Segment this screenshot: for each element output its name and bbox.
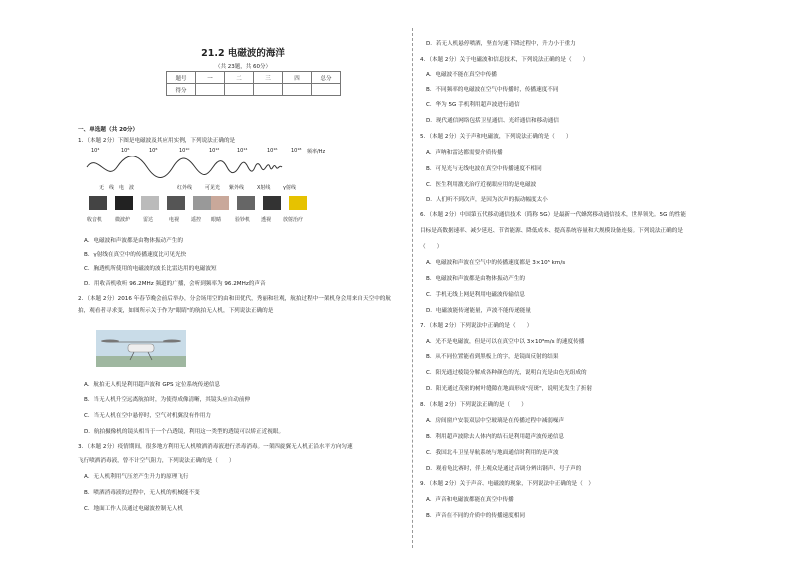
microwave-icon <box>115 196 133 210</box>
column-divider <box>412 28 413 548</box>
question-text: 9．（本题 2分）关于声音、电磁波的现象，下列说法中正确的是（ ） <box>420 481 594 487</box>
page-title: 21.2 电磁波的海洋 <box>201 48 285 59</box>
question-text: 6．（本题 2分）中国第五代移动通信技术（简称 5G）是最新一代蜂窝移动通信技术，世界领先。5G 的性能 <box>420 212 686 218</box>
option-text: D．现代通信网络包括卫星通信、光纤通信和移动通信 <box>426 118 559 124</box>
freq-exponent: 10⁸ <box>149 148 158 154</box>
option-text: A．电磁波不能在真空中传播 <box>426 72 497 78</box>
option-text: A．电磁波和声波在空气中的传播速度都是 3×10⁵ km/s <box>426 260 566 266</box>
option-text: B．声音在不同的介质中的传播速度相同 <box>426 513 525 519</box>
question-text: 4．（本题 2分）关于电磁波和信息技术，下列说法正确的是（ ） <box>420 57 589 63</box>
question-text: 2．（本题 2分）2016 年春节晚会前后举办，分会场用空的由和田优代，秀丽和壮观，航拍过程中一架机身会用来自天空中的航 <box>78 296 391 302</box>
freq-exponent: 10⁶ <box>121 148 130 154</box>
question-text: 8．（本题 2分）下列说法正确的是（ ） <box>420 402 527 408</box>
app-label: 雷达 <box>143 217 154 223</box>
question-text: 7．（本题 2分）下列说法中正确的是（ ） <box>420 323 533 329</box>
score-cell <box>254 84 283 96</box>
app-label: 微波炉 <box>115 217 131 223</box>
option-text: D．若无人机悬停喷洒，坚直匀速下降过程中，升力小于重力 <box>426 41 576 47</box>
score-cell <box>196 84 225 96</box>
option-text: D．人们听不到次声，是因为次声的振动幅度太小 <box>426 197 548 203</box>
band-label: 紫外线 <box>229 185 245 191</box>
option-text: B．γ射线在真空中的传播速度比可见光快 <box>84 252 187 258</box>
band-label: 可见光 <box>205 185 221 191</box>
score-cell <box>283 84 312 96</box>
score-cell: 三 <box>254 72 283 84</box>
option-text: B．从不同位置能看到黑板上的字，是镜面反射的结果 <box>426 354 559 360</box>
option-text: C．我国北斗卫星导航系统与地面通信时利用的是声波 <box>426 450 559 456</box>
wave-icon <box>85 156 305 178</box>
option-text: A．声呐和雷达都需要介质传播 <box>426 150 503 156</box>
score-cell <box>225 84 254 96</box>
question-text: 飞行喷洒消毒液，曾不计空气阻力，下列说法正确的是（ ） <box>78 458 235 464</box>
app-label: 遥控 <box>191 217 202 223</box>
page-subtitle: （共 23题，共 60分） <box>215 64 271 70</box>
band-label: X射线 <box>257 185 271 191</box>
option-text: C．地面工作人员通过电磁波控制无人机 <box>84 506 184 512</box>
eye-icon <box>211 196 229 210</box>
score-cell: 题号 <box>167 72 196 84</box>
option-text: A．光不是电磁波，但是可以在真空中以 3×10⁸m/s 的速度传播 <box>426 339 585 345</box>
option-text: D．航拍摄像机的镜头相当于一个凸透镜，利用这一类型的透镜可以矫正近视眼。 <box>84 429 285 435</box>
option-text: C．华为 5G 手机利用超声波进行通信 <box>426 102 520 108</box>
score-table-row <box>167 72 341 84</box>
band-label: 红外线 <box>177 185 193 191</box>
option-text: C．胸透机所使用的电磁波的波长比雷达用的电磁波短 <box>84 266 217 272</box>
question-text: 目标是高数据速率、减少延迟、节省能源、降低成本、提高系统容量和大规模设备连接。下列说法正确的是 <box>420 228 683 234</box>
option-text: D．观看龟比赛时，伴上观众是通过音调分辨出钢声、号子声的 <box>426 466 582 472</box>
band-label: 无 线 电 波 <box>99 185 135 191</box>
app-label: 验钞机 <box>235 217 251 223</box>
question-text: （ ） <box>420 244 443 250</box>
option-text: D．阳光通过茂密的树叶缝隙在地面形成"亮斑"，说明光发生了折射 <box>426 386 593 392</box>
question-text: 1．（本题 2分）下图是电磁波及其应用实例，下列说法正确的是 <box>78 138 236 144</box>
option-text: A．电磁波和声波都是由物体振动产生的 <box>84 238 183 244</box>
app-label: 电视 <box>169 217 180 223</box>
remote-icon <box>193 196 211 210</box>
freq-exponent: 10¹⁴ <box>237 148 248 154</box>
option-text: C．阳光通过棱镜分解成各种颜色的光，说明白光是由色光组成的 <box>426 370 587 376</box>
app-label: 透视 <box>261 217 272 223</box>
section-heading: 一、单选题（共 20分） <box>78 127 139 133</box>
option-text: B．可见光与无线电波在真空中传播速度不相同 <box>426 166 542 172</box>
radiation-icon <box>289 196 307 210</box>
right-column <box>420 0 794 562</box>
score-table <box>166 71 341 96</box>
score-cell: 总分 <box>312 72 341 84</box>
option-text: C．手机无线上网是利用电磁波传输信息 <box>426 292 526 298</box>
band-label: γ射线 <box>283 185 296 191</box>
app-label: 收音机 <box>87 217 103 223</box>
spectrum-figure <box>85 148 335 238</box>
score-cell: 得分 <box>167 84 196 96</box>
score-cell <box>312 84 341 96</box>
question-text: 3．（本题 2分）疫情期间，很多地方利用无人机喷洒消毒液进行杀毒消毒。一架四旋翼无人机正沿水平方向匀速 <box>78 444 353 450</box>
option-text: B．当无人机升空远离航拍时，为使得成像清晰，其镜头应自动前伸 <box>84 397 251 403</box>
score-cell: 一 <box>196 72 225 84</box>
left-column <box>78 0 408 562</box>
score-cell: 四 <box>283 72 312 84</box>
xray-icon <box>263 196 281 210</box>
drone-photo <box>96 330 186 367</box>
tv-icon <box>167 196 185 210</box>
freq-axis-label: 频率/Hz <box>307 149 326 155</box>
question-text: 拍，观看者寻求变，如图所示关于作为"眼睛"的航拍无人机，下列说法正确的是 <box>78 308 274 314</box>
freq-exponent: 10⁴ <box>91 148 100 154</box>
option-text: A．房间窗户安装双层中空玻璃是在传播过程中减弱噪声 <box>426 418 565 424</box>
radar-icon <box>141 196 159 210</box>
option-text: B．不同频率的电磁波在空气中传播时，传播速度不同 <box>426 87 559 93</box>
option-text: D．电磁波能传递能量，声波不能传递能量 <box>426 308 531 314</box>
radio-icon <box>89 196 107 210</box>
option-text: C．医生利用激光治疗近视眼应用的是电磁波 <box>426 182 537 188</box>
option-text: A．声音和电磁波都能在真空中传播 <box>426 497 514 503</box>
score-cell: 二 <box>225 72 254 84</box>
option-text: B．电磁波和声波都是由物体振动产生的 <box>426 276 525 282</box>
option-text: D．用收音机收听 96.2MHz 频道的广播，会听到频率为 96.2MHz的声音 <box>84 281 266 287</box>
option-text: B．喷洒消毒液的过程中，无人机的机械能不变 <box>84 490 200 496</box>
option-text: B．利用超声波除去人体内的结石是利用超声波传递信息 <box>426 434 565 440</box>
freq-exponent: 10¹⁸ <box>291 148 302 154</box>
freq-exponent: 10¹⁶ <box>267 148 278 154</box>
app-label: 放射治疗 <box>283 217 304 223</box>
bill-checker-icon <box>237 196 255 210</box>
option-text: A．航拍无人机是利用超声波和 GPS 定位系统传递信息 <box>84 382 221 388</box>
freq-exponent: 10¹² <box>209 148 220 154</box>
option-text: A．无人机利用气压差产生升力的原理飞行 <box>84 474 189 480</box>
freq-exponent: 10¹⁰ <box>179 148 190 154</box>
question-text: 5．（本题 2分）关于声和电磁波，下列说法正确的是（ ） <box>420 134 572 140</box>
app-label: 眼睛 <box>211 217 222 223</box>
score-table-row <box>167 84 341 96</box>
option-text: C．当无人机在空中悬停时，空气对机翼没有作用力 <box>84 413 211 419</box>
